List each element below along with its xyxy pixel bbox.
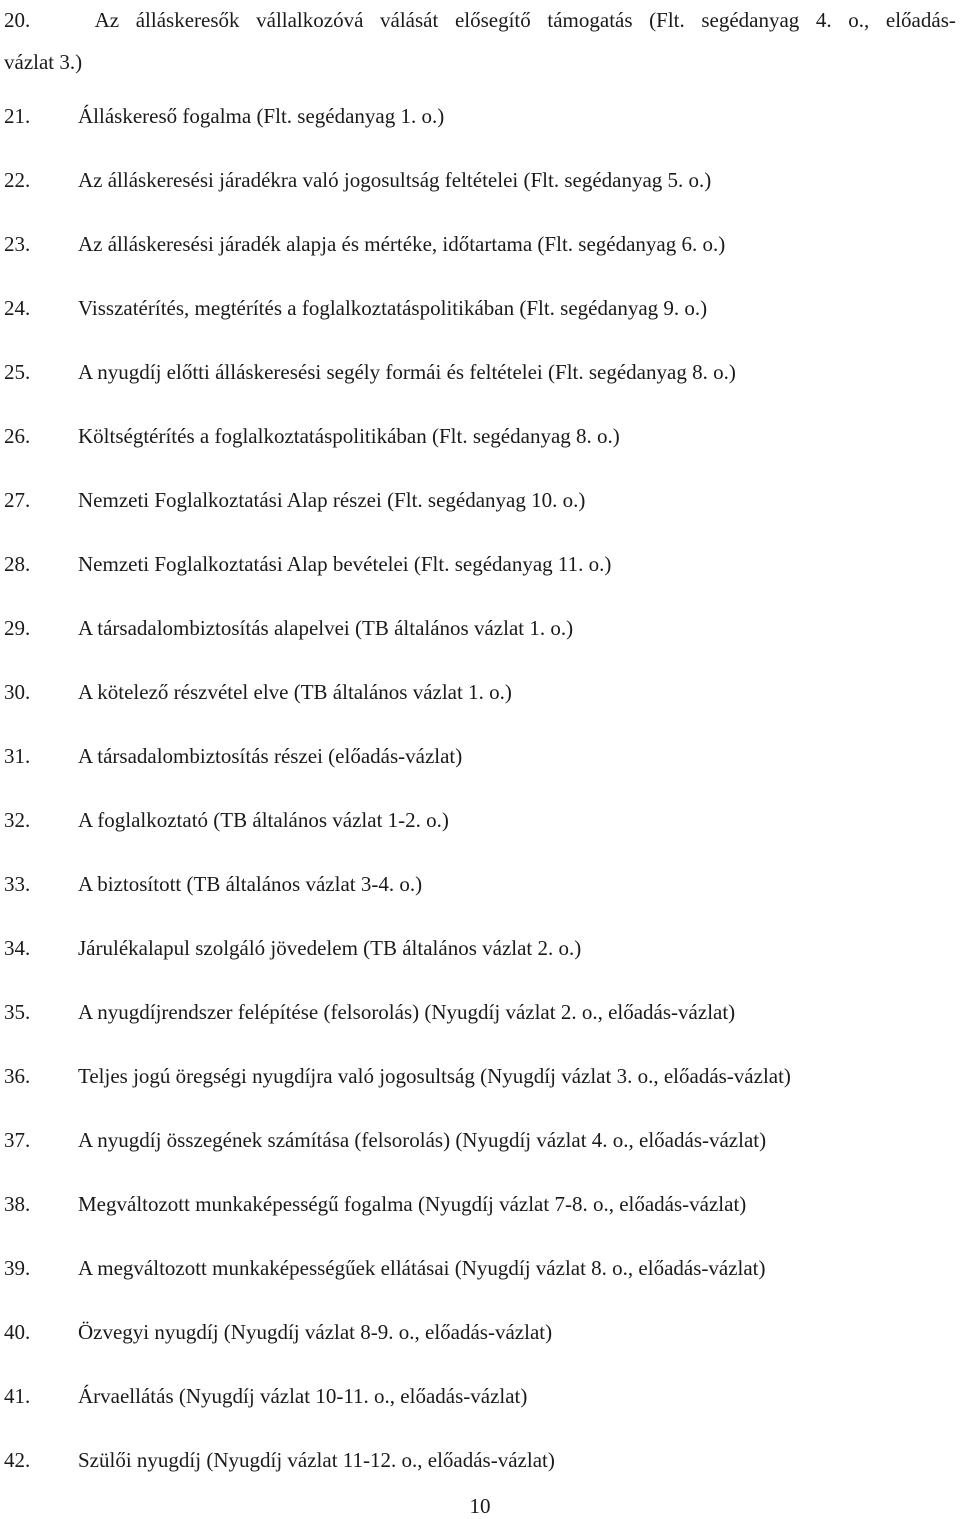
item-number: 25.	[4, 360, 31, 384]
item-text: A nyugdíj előtti álláskeresési segély formái és feltételei (Flt. segédanyag 8. o.)	[78, 360, 736, 384]
item-number: 22.	[4, 168, 31, 192]
list-item	[4, 104, 956, 129]
item-word: előadás-	[885, 8, 956, 32]
item-number: 35.	[4, 1000, 31, 1024]
item-text: Megváltozott munkaképességű fogalma (Nyugdíj vázlat 7-8. o., előadás-vázlat)	[78, 1192, 747, 1216]
item-word: (Flt.	[649, 8, 685, 32]
item-text: Visszatérítés, megtérítés a foglalkoztatáspolitikában (Flt. segédanyag 9. o.)	[78, 296, 708, 320]
item-number: 29.	[4, 616, 31, 640]
item-number: 39.	[4, 1256, 31, 1280]
list-item-first-line	[4, 8, 956, 33]
list-item	[4, 616, 956, 641]
item-number: 38.	[4, 1192, 31, 1216]
item-number: 24.	[4, 296, 31, 320]
item-text: Árvaellátás (Nyugdíj vázlat 10-11. o., előadás-vázlat)	[78, 1384, 528, 1408]
list-item	[4, 936, 956, 961]
item-text: A kötelező részvétel elve (TB általános vázlat 1. o.)	[78, 680, 512, 704]
item-text: Járulékalapul szolgáló jövedelem (TB általános vázlat 2. o.)	[78, 936, 582, 960]
item-number: 20.	[4, 8, 31, 32]
item-text: Teljes jogú öregségi nyugdíjra való jogosultság (Nyugdíj vázlat 3. o., előadás-vázlat)	[78, 1064, 791, 1088]
item-number: 37.	[4, 1128, 31, 1152]
item-word: álláskeresők	[135, 8, 240, 32]
item-number: 23.	[4, 232, 31, 256]
item-text: A társadalombiztosítás részei (előadás-vázlat)	[78, 744, 463, 768]
item-word: vállalkozóvá	[256, 8, 364, 32]
list-item	[4, 232, 956, 257]
list-item	[4, 680, 956, 705]
item-text: Özvegyi nyugdíj (Nyugdíj vázlat 8-9. o., előadás-vázlat)	[78, 1320, 553, 1344]
item-number: 21.	[4, 104, 31, 128]
item-text: Nemzeti Foglalkoztatási Alap részei (Flt. segédanyag 10. o.)	[78, 488, 586, 512]
item-word: támogatás	[547, 8, 633, 32]
item-number: 30.	[4, 680, 31, 704]
item-text: Szülői nyugdíj (Nyugdíj vázlat 11-12. o., előadás-vázlat)	[78, 1448, 555, 1472]
list-item	[4, 872, 956, 897]
list-item	[4, 744, 956, 769]
list-item	[4, 424, 956, 449]
item-text: A foglalkoztató (TB általános vázlat 1-2. o.)	[78, 808, 449, 832]
item-number: 42.	[4, 1448, 31, 1472]
item-number: 32.	[4, 808, 31, 832]
list-item	[4, 8, 956, 75]
list-item-continuation: vázlat 3.)	[4, 50, 83, 74]
item-number: 28.	[4, 552, 31, 576]
list-item	[4, 296, 956, 321]
item-word: segédanyag	[701, 8, 800, 32]
item-word: Az	[94, 8, 120, 32]
list-item	[4, 1000, 956, 1025]
list-item	[4, 552, 956, 577]
list-item	[4, 808, 956, 833]
page-number: 10	[469, 1494, 491, 1518]
item-word: elősegítő	[454, 8, 531, 32]
item-text: A társadalombiztosítás alapelvei (TB általános vázlat 1. o.)	[78, 616, 574, 640]
item-word: válását	[380, 8, 439, 32]
item-number: 31.	[4, 744, 31, 768]
list-item	[4, 1192, 956, 1217]
item-text: Az álláskeresési járadék alapja és mértéke, időtartama (Flt. segédanyag 6. o.)	[78, 232, 726, 256]
item-number: 36.	[4, 1064, 31, 1088]
list-item	[4, 488, 956, 513]
item-text: A biztosított (TB általános vázlat 3-4. o.)	[78, 872, 423, 896]
item-text: A nyugdíjrendszer felépítése (felsorolás) (Nyugdíj vázlat 2. o., előadás-vázlat)	[78, 1000, 736, 1024]
item-text: Költségtérítés a foglalkoztatáspolitikában (Flt. segédanyag 8. o.)	[78, 424, 620, 448]
list-item	[4, 1128, 956, 1153]
item-number: 41.	[4, 1384, 31, 1408]
item-text: A megváltozott munkaképességűek ellátásai (Nyugdíj vázlat 8. o., előadás-vázlat)	[78, 1256, 766, 1280]
item-number: 27.	[4, 488, 31, 512]
item-number: 33.	[4, 872, 31, 896]
list-item	[4, 1448, 956, 1473]
list-item	[4, 168, 956, 193]
list-item	[4, 360, 956, 385]
list-item	[4, 1064, 956, 1089]
item-word: o.,	[848, 8, 870, 32]
list-item	[4, 1384, 956, 1409]
list-item	[4, 1256, 956, 1281]
item-text: Álláskereső fogalma (Flt. segédanyag 1. o.)	[78, 104, 445, 128]
list-item	[4, 1320, 956, 1345]
item-number: 26.	[4, 424, 31, 448]
item-text: Nemzeti Foglalkoztatási Alap bevételei (Flt. segédanyag 11. o.)	[78, 552, 612, 576]
item-text: Az álláskeresési járadékra való jogosultság feltételei (Flt. segédanyag 5. o.)	[78, 168, 712, 192]
item-number: 34.	[4, 936, 31, 960]
item-text: A nyugdíj összegének számítása (felsorolás) (Nyugdíj vázlat 4. o., előadás-vázlat)	[78, 1128, 767, 1152]
item-word: 4.	[815, 8, 832, 32]
item-number: 40.	[4, 1320, 31, 1344]
